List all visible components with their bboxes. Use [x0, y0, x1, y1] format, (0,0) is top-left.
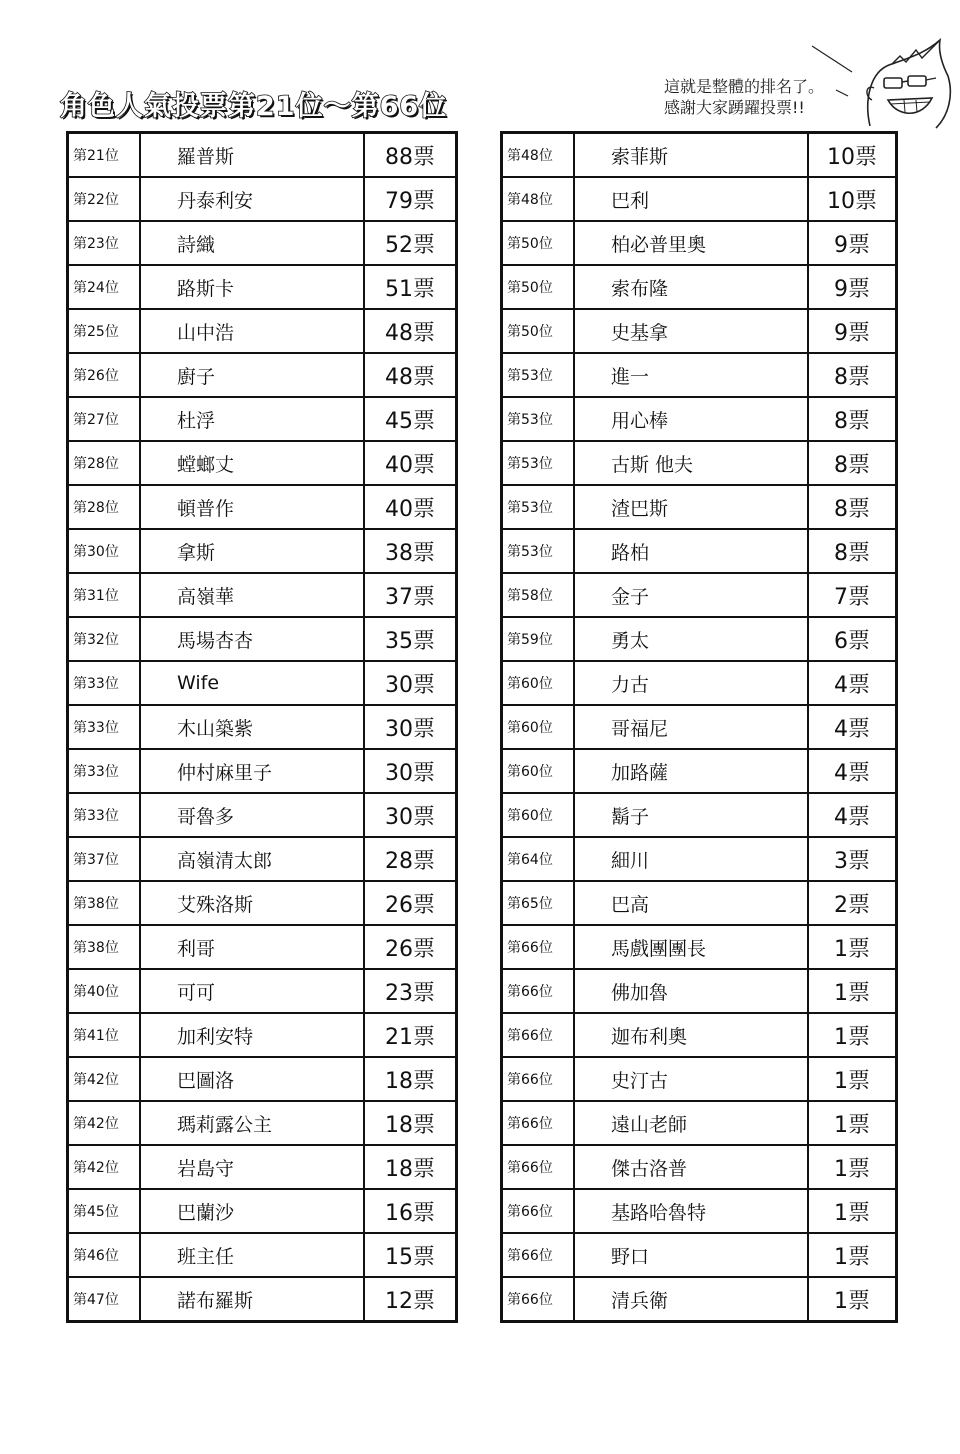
- ranking-row: [502, 617, 897, 661]
- ranking-row: [68, 1233, 457, 1277]
- rank-cell: 第30位: [68, 529, 141, 573]
- ranking-row: [502, 221, 897, 265]
- character-name-cell: 廚子: [140, 353, 364, 397]
- vote-count-cell: 1票: [808, 1101, 897, 1145]
- ranking-row: [502, 309, 897, 353]
- rank-cell: 第66位: [502, 969, 575, 1013]
- rank-cell: 第27位: [68, 397, 141, 441]
- ranking-row: [68, 1277, 457, 1322]
- character-name-cell: 諾布羅斯: [140, 1277, 364, 1322]
- vote-count-cell: 10票: [808, 177, 897, 221]
- vote-count-cell: 6票: [808, 617, 897, 661]
- rank-cell: 第60位: [502, 793, 575, 837]
- rank-cell: 第53位: [502, 397, 575, 441]
- character-name-cell: 用心棒: [574, 397, 808, 441]
- vote-count-cell: 79票: [364, 177, 457, 221]
- ranking-row: [68, 1013, 457, 1057]
- ranking-row: [502, 837, 897, 881]
- vote-count-cell: 30票: [364, 793, 457, 837]
- rank-cell: 第66位: [502, 925, 575, 969]
- ranking-row: [68, 441, 457, 485]
- vote-count-cell: 45票: [364, 397, 457, 441]
- vote-count-cell: 8票: [808, 353, 897, 397]
- rank-cell: 第25位: [68, 309, 141, 353]
- ranking-row: [68, 177, 457, 221]
- vote-count-cell: 38票: [364, 529, 457, 573]
- vote-count-cell: 48票: [364, 309, 457, 353]
- character-name-cell: 木山築紫: [140, 705, 364, 749]
- character-name-cell: 可可: [140, 969, 364, 1013]
- vote-count-cell: 48票: [364, 353, 457, 397]
- rank-cell: 第26位: [68, 353, 141, 397]
- rank-cell: 第60位: [502, 661, 575, 705]
- vote-count-cell: 9票: [808, 265, 897, 309]
- ranking-row: [68, 617, 457, 661]
- ranking-row: [68, 353, 457, 397]
- ranking-row: [68, 661, 457, 705]
- rank-cell: 第64位: [502, 837, 575, 881]
- character-name-cell: 巴利: [574, 177, 808, 221]
- ranking-row: [502, 969, 897, 1013]
- vote-count-cell: 3票: [808, 837, 897, 881]
- ranking-row: [502, 1145, 897, 1189]
- rank-cell: 第24位: [68, 265, 141, 309]
- character-name-cell: 柏必普里奧: [574, 221, 808, 265]
- rank-cell: 第65位: [502, 881, 575, 925]
- ranking-row: [68, 397, 457, 441]
- character-name-cell: 利哥: [140, 925, 364, 969]
- vote-count-cell: 40票: [364, 441, 457, 485]
- ranking-row: [502, 397, 897, 441]
- ranking-row: [68, 1101, 457, 1145]
- character-name-cell: 艾殊洛斯: [140, 881, 364, 925]
- rank-cell: 第53位: [502, 353, 575, 397]
- vote-count-cell: 1票: [808, 1057, 897, 1101]
- character-name-cell: 路斯卡: [140, 265, 364, 309]
- vote-count-cell: 30票: [364, 705, 457, 749]
- rank-cell: 第42位: [68, 1057, 141, 1101]
- ranking-row: [502, 1057, 897, 1101]
- character-name-cell: 索布隆: [574, 265, 808, 309]
- character-name-cell: 遠山老師: [574, 1101, 808, 1145]
- author-note-line: 這就是整體的排名了。: [664, 77, 825, 96]
- vote-count-cell: 18票: [364, 1057, 457, 1101]
- rank-cell: 第58位: [502, 573, 575, 617]
- ranking-row: [68, 529, 457, 573]
- character-name-cell: 哥福尼: [574, 705, 808, 749]
- page-title: 角色人氣投票第21位～第66位: [60, 91, 448, 122]
- author-face-drawing: [808, 36, 958, 136]
- vote-count-cell: 16票: [364, 1189, 457, 1233]
- rank-cell: 第66位: [502, 1057, 575, 1101]
- vote-count-cell: 7票: [808, 573, 897, 617]
- ranking-row: [68, 485, 457, 529]
- rank-cell: 第38位: [68, 925, 141, 969]
- ranking-row: [68, 309, 457, 353]
- ranking-row: [502, 1277, 897, 1322]
- vote-count-cell: 8票: [808, 485, 897, 529]
- character-name-cell: 岩島守: [140, 1145, 364, 1189]
- vote-count-cell: 88票: [364, 133, 457, 178]
- character-name-cell: 巴圖洛: [140, 1057, 364, 1101]
- rank-cell: 第60位: [502, 705, 575, 749]
- ranking-row: [502, 925, 897, 969]
- ranking-row: [502, 1101, 897, 1145]
- ranking-row: [502, 749, 897, 793]
- rank-cell: 第45位: [68, 1189, 141, 1233]
- rank-cell: 第28位: [68, 485, 141, 529]
- vote-count-cell: 35票: [364, 617, 457, 661]
- ranking-row: [68, 221, 457, 265]
- ranking-row: [68, 133, 457, 178]
- rank-cell: 第66位: [502, 1277, 575, 1322]
- ranking-row: [502, 265, 897, 309]
- ranking-row: [68, 925, 457, 969]
- rank-cell: 第48位: [502, 133, 575, 178]
- character-name-cell: 巴蘭沙: [140, 1189, 364, 1233]
- rank-cell: 第33位: [68, 705, 141, 749]
- ranking-row: [68, 793, 457, 837]
- character-name-cell: 路柏: [574, 529, 808, 573]
- character-name-cell: 勇太: [574, 617, 808, 661]
- rank-cell: 第23位: [68, 221, 141, 265]
- character-name-cell: 金子: [574, 573, 808, 617]
- rank-cell: 第33位: [68, 661, 141, 705]
- character-name-cell: 鬍子: [574, 793, 808, 837]
- vote-count-cell: 40票: [364, 485, 457, 529]
- rank-cell: 第50位: [502, 265, 575, 309]
- vote-count-cell: 18票: [364, 1101, 457, 1145]
- vote-count-cell: 21票: [364, 1013, 457, 1057]
- vote-count-cell: 28票: [364, 837, 457, 881]
- vote-count-cell: 52票: [364, 221, 457, 265]
- vote-count-cell: 10票: [808, 133, 897, 178]
- vote-count-cell: 4票: [808, 793, 897, 837]
- rank-cell: 第42位: [68, 1145, 141, 1189]
- ranking-row: [68, 1189, 457, 1233]
- character-name-cell: 哥魯多: [140, 793, 364, 837]
- ranking-row: [68, 573, 457, 617]
- character-name-cell: 古斯 他夫: [574, 441, 808, 485]
- rank-cell: 第53位: [502, 485, 575, 529]
- vote-count-cell: 26票: [364, 881, 457, 925]
- author-note: [664, 76, 824, 118]
- rank-cell: 第32位: [68, 617, 141, 661]
- vote-count-cell: 1票: [808, 925, 897, 969]
- character-name-cell: 加路薩: [574, 749, 808, 793]
- ranking-row: [502, 1013, 897, 1057]
- ranking-row: [68, 969, 457, 1013]
- rank-cell: 第21位: [68, 133, 141, 178]
- vote-count-cell: 4票: [808, 661, 897, 705]
- rank-cell: 第42位: [68, 1101, 141, 1145]
- vote-count-cell: 4票: [808, 705, 897, 749]
- vote-count-cell: 9票: [808, 309, 897, 353]
- character-name-cell: 基路哈魯特: [574, 1189, 808, 1233]
- ranking-row: [68, 705, 457, 749]
- ranking-row: [502, 1189, 897, 1233]
- vote-count-cell: 8票: [808, 397, 897, 441]
- rank-cell: 第33位: [68, 793, 141, 837]
- rank-cell: 第38位: [68, 881, 141, 925]
- vote-count-cell: 8票: [808, 529, 897, 573]
- character-name-cell: 迦布利奧: [574, 1013, 808, 1057]
- vote-count-cell: 1票: [808, 1189, 897, 1233]
- ranking-row: [502, 1233, 897, 1277]
- vote-count-cell: 51票: [364, 265, 457, 309]
- ranking-row: [502, 705, 897, 749]
- character-name-cell: 史汀古: [574, 1057, 808, 1101]
- ranking-row: [502, 661, 897, 705]
- ranking-row: [68, 1057, 457, 1101]
- ranking-row: [502, 529, 897, 573]
- rank-cell: 第31位: [68, 573, 141, 617]
- character-name-cell: 細川: [574, 837, 808, 881]
- author-note-line: 感謝大家踴躍投票!!: [664, 98, 805, 117]
- vote-count-cell: 30票: [364, 661, 457, 705]
- character-name-cell: 野口: [574, 1233, 808, 1277]
- rank-cell: 第37位: [68, 837, 141, 881]
- rank-cell: 第53位: [502, 441, 575, 485]
- vote-count-cell: 1票: [808, 1145, 897, 1189]
- character-name-cell: 頓普作: [140, 485, 364, 529]
- ranking-row: [68, 837, 457, 881]
- rank-cell: 第33位: [68, 749, 141, 793]
- character-name-cell: 馬場杏杏: [140, 617, 364, 661]
- ranking-row: [502, 441, 897, 485]
- rank-cell: 第53位: [502, 529, 575, 573]
- character-name-cell: 羅普斯: [140, 133, 364, 178]
- vote-count-cell: 30票: [364, 749, 457, 793]
- character-name-cell: 史基拿: [574, 309, 808, 353]
- ranking-rows: [502, 133, 897, 1322]
- ranking-row: [502, 133, 897, 178]
- vote-count-cell: 1票: [808, 1013, 897, 1057]
- vote-count-cell: 8票: [808, 441, 897, 485]
- ranking-row: [68, 881, 457, 925]
- vote-count-cell: 12票: [364, 1277, 457, 1322]
- rank-cell: 第46位: [68, 1233, 141, 1277]
- character-name-cell: 班主任: [140, 1233, 364, 1277]
- character-name-cell: 渣巴斯: [574, 485, 808, 529]
- character-name-cell: 高嶺清太郎: [140, 837, 364, 881]
- character-name-cell: 拿斯: [140, 529, 364, 573]
- character-name-cell: 清兵衛: [574, 1277, 808, 1322]
- vote-count-cell: 2票: [808, 881, 897, 925]
- ranking-row: [502, 485, 897, 529]
- character-name-cell: 仲村麻里子: [140, 749, 364, 793]
- ranking-row: [502, 573, 897, 617]
- rank-cell: 第48位: [502, 177, 575, 221]
- ranking-rows: [68, 133, 457, 1322]
- character-name-cell: 高嶺華: [140, 573, 364, 617]
- rank-cell: 第50位: [502, 221, 575, 265]
- rank-cell: 第40位: [68, 969, 141, 1013]
- rank-cell: 第66位: [502, 1145, 575, 1189]
- rank-cell: 第47位: [68, 1277, 141, 1322]
- ranking-table-left: [66, 131, 458, 1323]
- vote-count-cell: 1票: [808, 969, 897, 1013]
- ranking-row: [502, 177, 897, 221]
- ranking-row: [502, 881, 897, 925]
- vote-count-cell: 1票: [808, 1277, 897, 1322]
- ranking-row: [502, 793, 897, 837]
- rank-cell: 第66位: [502, 1101, 575, 1145]
- vote-count-cell: 4票: [808, 749, 897, 793]
- character-name-cell: 進一: [574, 353, 808, 397]
- character-name-cell: 螳螂丈: [140, 441, 364, 485]
- character-name-cell: Wife: [140, 661, 364, 705]
- ranking-row: [68, 1145, 457, 1189]
- character-name-cell: 馬戲團團長: [574, 925, 808, 969]
- ranking-row: [68, 265, 457, 309]
- character-name-cell: 巴高: [574, 881, 808, 925]
- rank-cell: 第28位: [68, 441, 141, 485]
- character-name-cell: 加利安特: [140, 1013, 364, 1057]
- vote-count-cell: 37票: [364, 573, 457, 617]
- character-name-cell: 佛加魯: [574, 969, 808, 1013]
- rank-cell: 第50位: [502, 309, 575, 353]
- ranking-row: [502, 353, 897, 397]
- character-name-cell: 山中浩: [140, 309, 364, 353]
- vote-count-cell: 1票: [808, 1233, 897, 1277]
- ranking-table-right: [500, 131, 898, 1323]
- vote-count-cell: 15票: [364, 1233, 457, 1277]
- vote-count-cell: 9票: [808, 221, 897, 265]
- rank-cell: 第41位: [68, 1013, 141, 1057]
- character-name-cell: 詩織: [140, 221, 364, 265]
- rank-cell: 第60位: [502, 749, 575, 793]
- rank-cell: 第66位: [502, 1233, 575, 1277]
- rank-cell: 第22位: [68, 177, 141, 221]
- rank-cell: 第66位: [502, 1189, 575, 1233]
- character-name-cell: 傑古洛普: [574, 1145, 808, 1189]
- character-name-cell: 瑪莉露公主: [140, 1101, 364, 1145]
- character-name-cell: 杜浮: [140, 397, 364, 441]
- rank-cell: 第59位: [502, 617, 575, 661]
- character-name-cell: 索菲斯: [574, 133, 808, 178]
- rank-cell: 第66位: [502, 1013, 575, 1057]
- vote-count-cell: 23票: [364, 969, 457, 1013]
- character-name-cell: 丹泰利安: [140, 177, 364, 221]
- character-name-cell: 力古: [574, 661, 808, 705]
- ranking-row: [68, 749, 457, 793]
- vote-count-cell: 18票: [364, 1145, 457, 1189]
- vote-count-cell: 26票: [364, 925, 457, 969]
